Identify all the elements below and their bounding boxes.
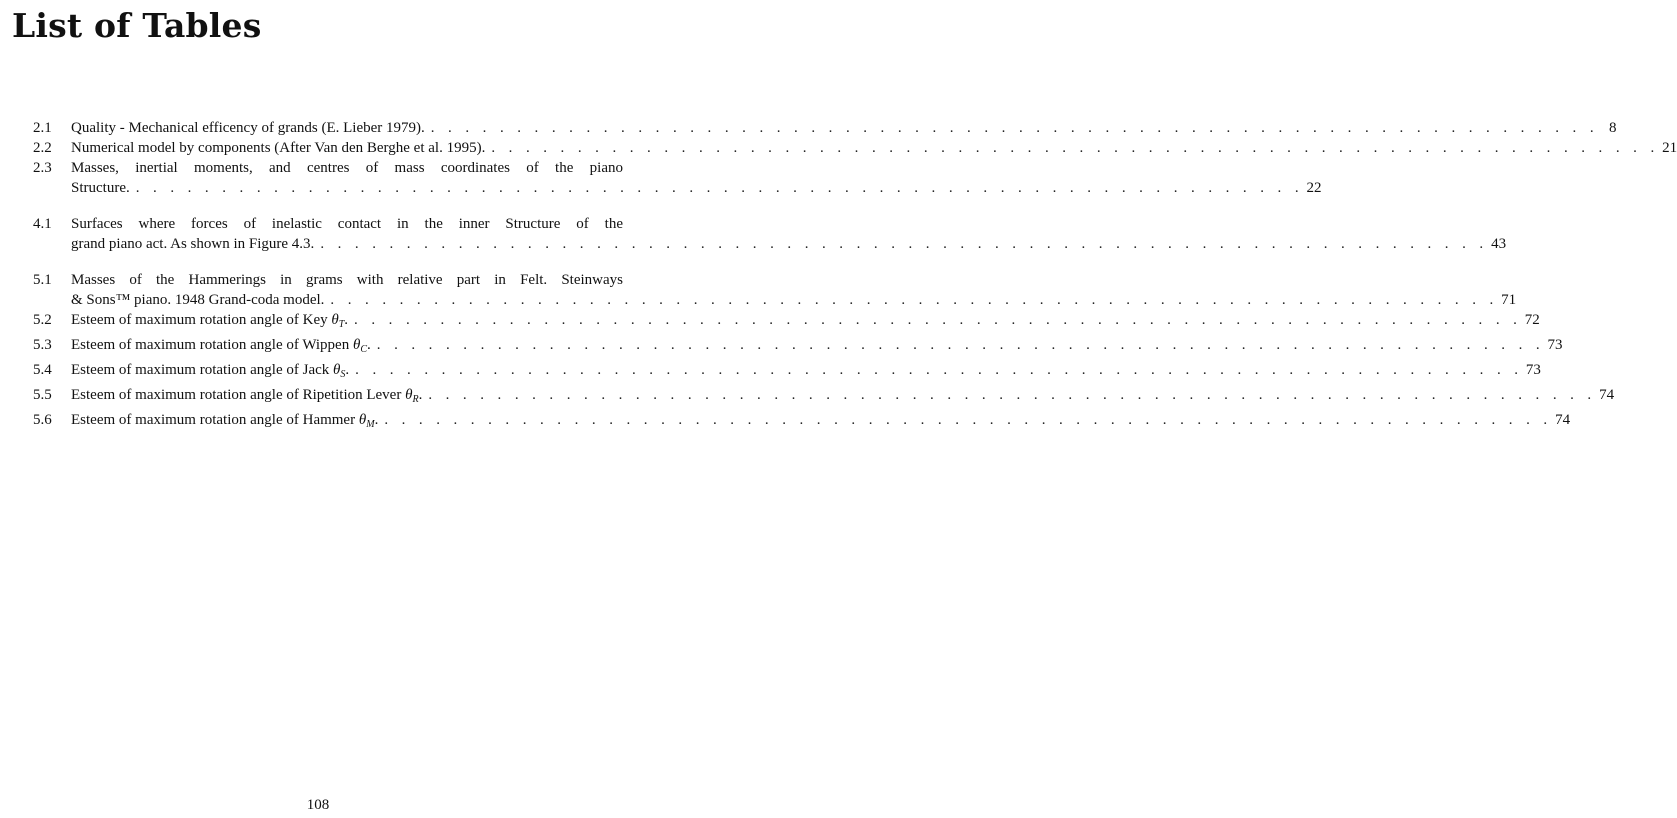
entry-number: 5.5 [33,387,52,403]
entry-line [71,118,1617,138]
page-number: 108 [306,797,330,813]
table-group-chapter-4 [33,214,1507,254]
entry-caption-text: Esteem of maximum rotation angle of Wippen [71,337,350,353]
entry-line [71,410,1571,435]
entry-caption-end: . [418,387,423,403]
entry-line [71,234,1507,254]
table-entry-2-2[interactable] [33,138,1677,158]
entry-line [71,138,1677,158]
entry-body [71,118,1617,138]
entry-caption: Numerical model by components (After Van den Berghe et al. 1995). [71,140,486,156]
entry-number: 4.1 [33,216,52,232]
entry-caption-line-1: Surfaces where forces of inelastic contact in the inner Structure of the [71,216,623,232]
table-list [33,118,1677,451]
theta-symbol: θ [352,337,361,353]
entry-number: 2.1 [33,120,52,136]
dot-leader: . . . . . . . . . . . . . . . . . . . . . . . . . . . . . . . . . . . . . . . . . . . . . . . . . . . . . . . . . . . . . . . . . . . . [354,312,1522,328]
table-entry-5-1[interactable] [33,270,1517,310]
table-entry-5-4[interactable] [33,360,1541,385]
entry-page-number: 74 [1599,387,1615,403]
dot-leader: . . . . . . . . . . . . . . . . . . . . . . . . . . . . . . . . . . . . . . . . . . . . . . . . . . . . . . . . . . . . . . . . . . . . [491,140,1660,156]
entry-body [71,410,1571,435]
entry-caption-end: . [345,362,350,378]
theta-symbol: θ [331,312,339,328]
entry-caption [71,410,378,435]
entry-body [71,335,1563,360]
entry-caption [71,335,371,360]
dot-leader: . . . . . . . . . . . . . . . . . . . . . . . . . . . . . . . . . . . . . . . . . . . . . . . . . . . . . . . . . . . . . . . . . . . . [376,337,1545,353]
table-entry-5-3[interactable] [33,335,1563,360]
table-group-chapter-5 [33,270,1615,435]
entry-caption [71,310,348,335]
theta-subscript: T [338,319,345,330]
entry-number: 5.3 [33,337,52,353]
entry-caption-line-1: Masses, inertial moments, and centres of mass coordinates of the piano [71,160,623,176]
entry-page-number: 43 [1491,236,1507,252]
theta-symbol: θ [358,412,367,428]
entry-page-number: 21 [1662,140,1677,156]
table-group-chapter-2 [33,118,1677,198]
theta-subscript: M [366,419,375,430]
theta-subscript: R [412,394,419,405]
entry-line [71,178,1322,198]
dot-leader: . . . . . . . . . . . . . . . . . . . . . . . . . . . . . . . . . . . . . . . . . . . . . . . . . . . . . . . . . . . . . . . . . . . . [330,292,1499,308]
entry-page-number: 73 [1525,362,1541,378]
entry-page-number: 22 [1306,180,1322,196]
table-entry-2-3[interactable] [33,158,1322,198]
entry-number: 5.4 [33,362,52,378]
entry-line [71,310,1540,335]
entry-caption [71,360,349,385]
entry-page-number: 73 [1547,337,1563,353]
entry-page-number: 72 [1524,312,1540,328]
dot-leader: . . . . . . . . . . . . . . . . . . . . . . . . . . . . . . . . . . . . . . . . . . . . . . . . . . . . . . . . . . . . . . . . . . . . [428,387,1597,403]
entry-number: 2.2 [33,140,52,156]
entry-line [71,360,1541,385]
dot-leader: . . . . . . . . . . . . . . . . . . . . . . . . . . . . . . . . . . . . . . . . . . . . . . . . . . . . . . . . . . . . . . . . . . . . [320,236,1489,252]
entry-number: 5.2 [33,312,52,328]
entry-caption-end: . [344,312,349,328]
entry-caption-text: Esteem of maximum rotation angle of Key [71,312,328,328]
page-title: List of Tables [12,6,262,45]
entry-line [71,385,1615,410]
theta-subscript: C [360,344,368,355]
entry-number: 5.1 [33,272,52,288]
entry-caption-text: Esteem of maximum rotation angle of Hammer [71,412,356,428]
dot-leader: . . . . . . . . . . . . . . . . . . . . . . . . . . . . . . . . . . . . . . . . . . . . . . . . . . . . . . . . . . . . . . . . . . . . [135,180,1304,196]
entry-page-number: 71 [1501,292,1517,308]
entry-line [71,290,1517,310]
theta-symbol: θ [333,362,341,378]
entry-body [71,385,1615,410]
entry-caption-text: Esteem of maximum rotation angle of Ripetition Lever [71,387,402,403]
table-entry-5-6[interactable] [33,410,1571,435]
table-entry-5-5[interactable] [33,385,1615,410]
entry-line [71,335,1563,360]
table-entry-4-1[interactable] [33,214,1507,254]
theta-symbol: θ [405,387,413,403]
entry-page-number: 74 [1555,412,1571,428]
dot-leader: . . . . . . . . . . . . . . . . . . . . . . . . . . . . . . . . . . . . . . . . . . . . . . . . . . . . . . . . . . . . . . . . . . . . [355,362,1523,378]
entry-body [71,158,1322,198]
entry-body [71,310,1540,335]
entry-caption: Structure. [71,180,130,196]
entry-body [71,360,1541,385]
entry-caption-end: . [367,337,371,353]
entry-caption [71,385,422,410]
entry-caption-text: Esteem of maximum rotation angle of Jack [71,362,330,378]
entry-caption: grand piano act. As shown in Figure 4.3. [71,236,315,252]
entry-page-number: 8 [1609,120,1617,136]
table-entry-5-2[interactable] [33,310,1540,335]
entry-caption: & Sons™ piano. 1948 Grand-coda model. [71,292,325,308]
entry-body [71,138,1677,158]
entry-body [71,214,1507,254]
theta-subscript: S [340,369,346,380]
entry-number: 5.6 [33,412,52,428]
entry-body [71,270,1517,310]
dot-leader: . . . . . . . . . . . . . . . . . . . . . . . . . . . . . . . . . . . . . . . . . . . . . . . . . . . . . . . . . . . . . . . . . . . . [384,412,1553,428]
table-entry-2-1[interactable] [33,118,1617,138]
entry-caption-end: . [374,412,379,428]
entry-caption: Quality - Mechanical efficency of grands (E. Lieber 1979). [71,120,425,136]
dot-leader: . . . . . . . . . . . . . . . . . . . . . . . . . . . . . . . . . . . . . . . . . . . . . . . . . . . . . . . . . . . . . . . . . . . . [430,120,1599,136]
entry-number: 2.3 [33,160,52,176]
entry-caption-line-1: Masses of the Hammerings in grams with relative part in Felt. Steinways [71,272,623,288]
